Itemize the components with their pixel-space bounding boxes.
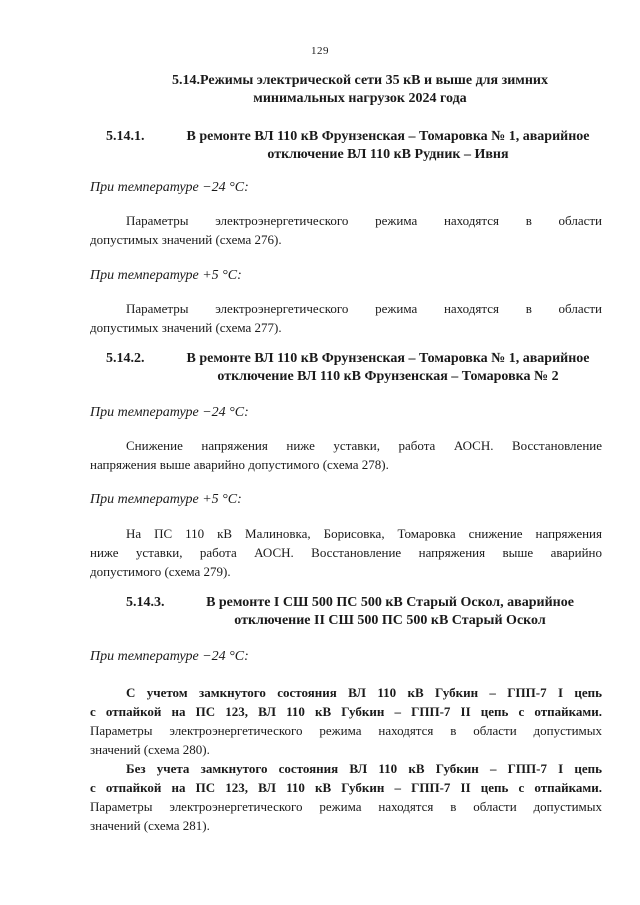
paragraph-line: Параметры электроэнергетического режима находятся в области допустимых — [90, 799, 602, 814]
subsection-title — [184, 594, 596, 630]
paragraph — [90, 759, 602, 835]
temperature-label: При температуре +5 °С: — [90, 268, 242, 283]
subsection-number: 5.14.2. — [106, 351, 145, 366]
paragraph-line-bold: С учетом замкнутого состояния ВЛ 110 кВ Губкин – ГПП-7 I цепь — [126, 685, 602, 700]
temperature-label: При температуре −24 °С: — [90, 180, 249, 195]
paragraph-line: Параметры электроэнергетического режима находятся в области допустимых — [90, 723, 602, 738]
subsection-title-line: В ремонте ВЛ 110 кВ Фрунзенская – Томаровка № 1, аварийное — [186, 129, 590, 144]
paragraph — [90, 683, 602, 759]
paragraph-line: допустимых значений (схема 276). — [90, 232, 282, 247]
paragraph-line: допустимого (схема 279). — [90, 564, 231, 579]
subsection-title-line: отключение II СШ 500 ПС 500 кВ Старый Оскол — [234, 613, 546, 628]
subsection-number: 5.14.1. — [106, 129, 145, 144]
paragraph-line: значений (схема 280). — [90, 742, 210, 757]
temperature-label: При температуре +5 °С: — [90, 492, 242, 507]
subsection-title-line: отключение ВЛ 110 кВ Рудник – Ивня — [267, 147, 509, 162]
section-title-line-2: минимальных нагрузок 2024 года — [253, 91, 467, 106]
subsection-title-line: В ремонте ВЛ 110 кВ Фрунзенская – Томаровка № 1, аварийное — [186, 351, 590, 366]
paragraph-line-bold: с отпайкой на ПС 123, ВЛ 110 кВ Губкин – ГПП-7 II цепь с отпайками. — [90, 704, 602, 719]
paragraph-line: значений (схема 281). — [90, 818, 210, 833]
section-title — [150, 72, 570, 108]
subsection-title-line: В ремонте I СШ 500 ПС 500 кВ Старый Оскол, аварийное — [206, 595, 574, 610]
subsection-title — [170, 350, 606, 386]
paragraph-line: Снижение напряжения ниже уставки, работа АОСН. Восстановление — [126, 438, 602, 453]
subsection-title — [170, 128, 606, 164]
section-title-line-1: 5.14.Режимы электрической сети 35 кВ и выше для зимних — [172, 73, 548, 88]
temperature-label: При температуре −24 °С: — [90, 405, 249, 420]
paragraph — [90, 524, 602, 581]
paragraph — [90, 299, 602, 337]
paragraph-line: ниже уставки, работа АОСН. Восстановление напряжения выше аварийно — [90, 545, 602, 560]
paragraph-line: Параметры электроэнергетического режима находятся в области — [126, 301, 602, 316]
paragraph-line-bold: Без учета замкнутого состояния ВЛ 110 кВ Губкин – ГПП-7 I цепь — [126, 761, 602, 776]
subsection-title-line: отключение ВЛ 110 кВ Фрунзенская – Томаровка № 2 — [217, 369, 559, 384]
paragraph-line: допустимых значений (схема 277). — [90, 320, 282, 335]
paragraph-line: На ПС 110 кВ Малиновка, Борисовка, Томаровка снижение напряжения — [126, 526, 602, 541]
paragraph — [90, 211, 602, 249]
paragraph-line: Параметры электроэнергетического режима находятся в области — [126, 213, 602, 228]
page-number: 129 — [311, 45, 329, 57]
paragraph — [90, 436, 602, 474]
temperature-label: При температуре −24 °С: — [90, 649, 249, 664]
paragraph-line: напряжения выше аварийно допустимого (схема 278). — [90, 457, 389, 472]
paragraph-line-bold: с отпайкой на ПС 123, ВЛ 110 кВ Губкин – ГПП-7 II цепь с отпайками. — [90, 780, 602, 795]
subsection-number: 5.14.3. — [126, 595, 165, 610]
